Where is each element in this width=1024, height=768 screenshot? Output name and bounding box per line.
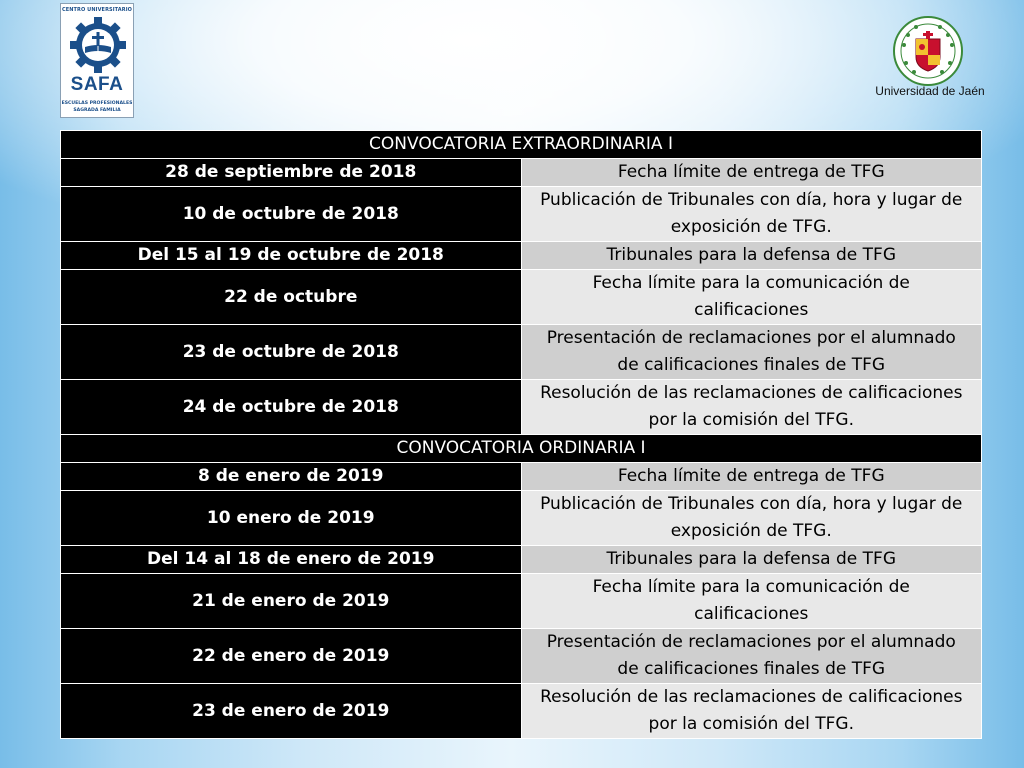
uja-seal-icon (892, 15, 964, 87)
schedule-description-line: Resolución de las reclamaciones de calificaciones (540, 383, 963, 403)
section-title: CONVOCATORIA EXTRAORDINARIA I (61, 131, 982, 159)
schedule-description-line: de calificaciones finales de TFG (617, 659, 886, 679)
schedule-date: 22 de enero de 2019 (61, 629, 522, 684)
schedule-description-line: calificaciones (694, 604, 809, 624)
schedule-description-line: Fecha límite de entrega de TFG (617, 466, 885, 486)
schedule-description (521, 491, 982, 546)
schedule-row (61, 270, 982, 325)
schedule-date: 22 de octubre (61, 270, 522, 325)
schedule-date: 28 de septiembre de 2018 (61, 159, 522, 187)
schedule-description-line: exposición de TFG. (670, 521, 832, 541)
schedule-description (521, 684, 982, 739)
schedule-date: 23 de enero de 2019 (61, 684, 522, 739)
schedule-row (61, 463, 982, 491)
schedule-description-line: por la comisión del TFG. (648, 410, 854, 430)
schedule-description-line: por la comisión del TFG. (648, 714, 854, 734)
schedule-description-line: Publicación de Tribunales con día, hora y lugar de (540, 190, 963, 210)
schedule-row (61, 491, 982, 546)
schedule-description-line: de calificaciones finales de TFG (617, 355, 886, 375)
uja-logo (872, 15, 992, 103)
schedule-description (521, 242, 982, 270)
section-header-row (61, 435, 982, 463)
safa-logo-top-text: CENTRO UNIVERSITARIO (61, 7, 133, 13)
schedule-description-line: Tribunales para la defensa de TFG (606, 549, 896, 569)
schedule-description (521, 187, 982, 242)
schedule-row (61, 187, 982, 242)
uja-logo-name: Universidad de Jaén (875, 84, 985, 98)
schedule-description-line: Fecha límite para la comunicación de (592, 577, 910, 597)
schedule-date: Del 14 al 18 de enero de 2019 (61, 546, 522, 574)
schedule-description-line: Fecha límite de entrega de TFG (617, 162, 885, 182)
schedule-row (61, 159, 982, 187)
safa-logo (60, 3, 134, 118)
schedule-description-line: Fecha límite para la comunicación de (592, 273, 910, 293)
schedule-description (521, 629, 982, 684)
schedule-description (521, 325, 982, 380)
schedule-date: 24 de octubre de 2018 (61, 380, 522, 435)
schedule-row (61, 242, 982, 270)
schedule-date: 21 de enero de 2019 (61, 574, 522, 629)
schedule-body (61, 131, 982, 739)
section-title: CONVOCATORIA ORDINARIA I (61, 435, 982, 463)
schedule-description (521, 546, 982, 574)
schedule-row (61, 684, 982, 739)
safa-logo-subtitle-1: ESCUELAS PROFESIONALES (61, 101, 133, 106)
schedule-date: 8 de enero de 2019 (61, 463, 522, 491)
schedule-row (61, 380, 982, 435)
schedule-description (521, 463, 982, 491)
schedule-row (61, 325, 982, 380)
section-header-row (61, 131, 982, 159)
schedule-description-line: Presentación de reclamaciones por el alumnado (546, 328, 956, 348)
schedule-row (61, 629, 982, 684)
schedule-row (61, 546, 982, 574)
safa-logo-subtitle-2: SAGRADA FAMILIA (73, 108, 121, 113)
safa-gear-emblem-icon (68, 15, 128, 75)
schedule-date: Del 15 al 19 de octubre de 2018 (61, 242, 522, 270)
schedule-date: 23 de octubre de 2018 (61, 325, 522, 380)
tfg-schedule-table (60, 130, 982, 739)
schedule-date: 10 enero de 2019 (61, 491, 522, 546)
schedule-description (521, 270, 982, 325)
schedule-date: 10 de octubre de 2018 (61, 187, 522, 242)
schedule-description (521, 159, 982, 187)
schedule-description-line: Tribunales para la defensa de TFG (606, 245, 896, 265)
safa-logo-name: SAFA (70, 74, 124, 95)
schedule-description (521, 574, 982, 629)
schedule-description-line: Presentación de reclamaciones por el alumnado (546, 632, 956, 652)
schedule-description-line: Resolución de las reclamaciones de calificaciones (540, 687, 963, 707)
schedule-row (61, 574, 982, 629)
schedule-description-line: calificaciones (694, 300, 809, 320)
schedule-description (521, 380, 982, 435)
schedule-description-line: Publicación de Tribunales con día, hora y lugar de (540, 494, 963, 514)
schedule-description-line: exposición de TFG. (670, 217, 832, 237)
